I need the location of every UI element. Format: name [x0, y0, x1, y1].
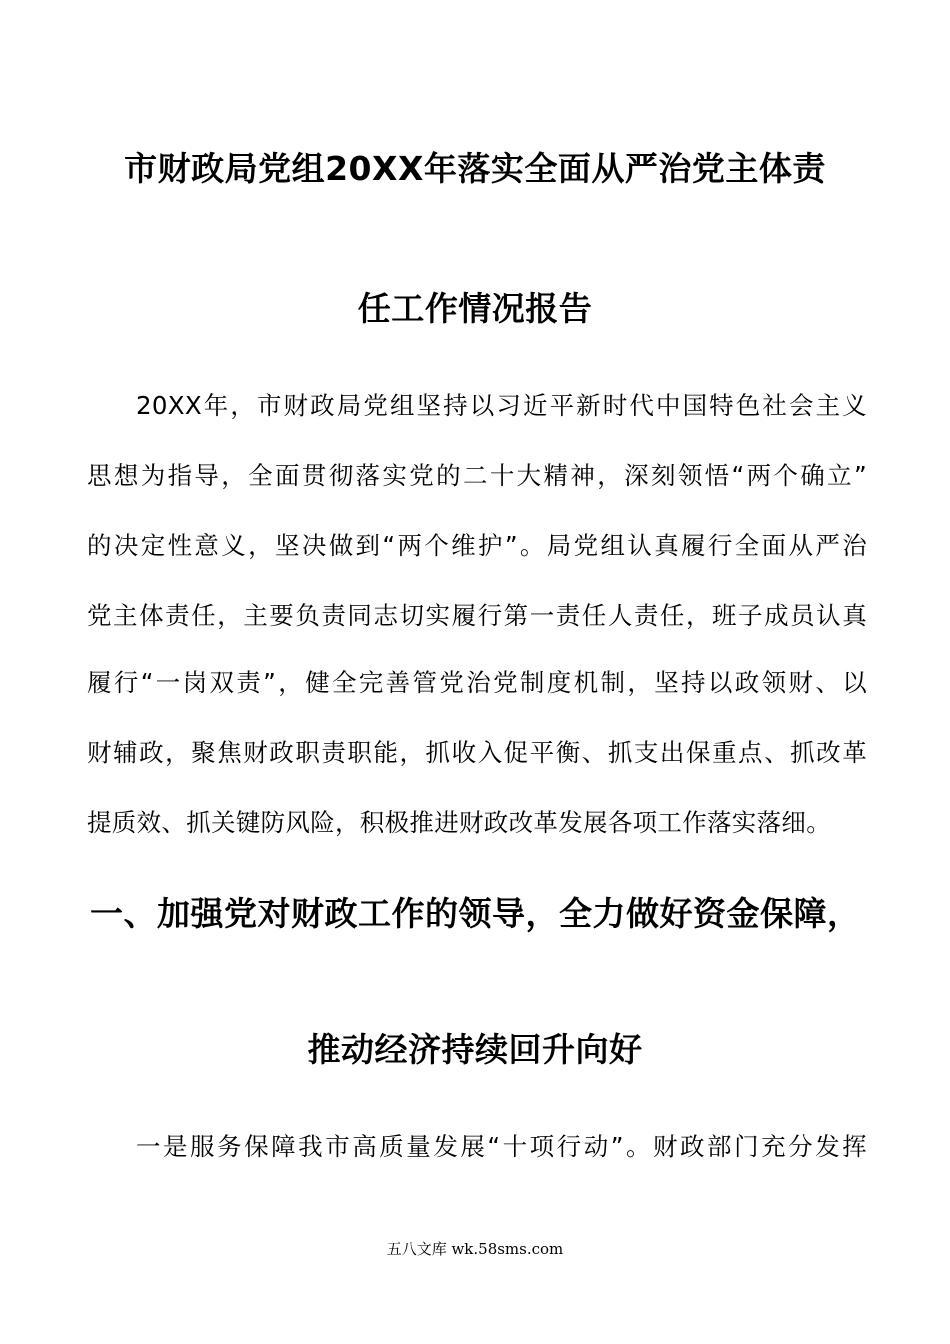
- intro-paragraph-line-3: 的决定性意义，坚决做到“两个维护”。局党组认真履行全面从严治: [87, 531, 867, 560]
- intro-paragraph-line-2: 思想为指导，全面贯彻落实党的二十大精神，深刻领悟“两个确立”: [87, 461, 867, 490]
- section-1-paragraph-line-1: 一是服务保障我市高质量发展“十项行动”。财政部门充分发挥: [136, 1132, 867, 1161]
- section-1-heading-line-2: 推动经济持续回升向好: [307, 1030, 643, 1069]
- intro-paragraph-line-4: 党主体责任，主要负责同志切实履行第一责任人责任，班子成员认真: [87, 601, 867, 630]
- intro-paragraph-line-1: 20XX年，市财政局党组坚持以习近平新时代中国特色社会主义: [136, 391, 867, 420]
- intro-paragraph-line-7: 提质效、抓关键防风险，积极推进财政改革发展各项工作落实落细。: [87, 808, 831, 837]
- page-footer: 五八文库 wk.58sms.com: [386, 1240, 564, 1258]
- section-1-heading-line-1: 一、加强党对财政工作的领导，全力做好资金保障，: [90, 894, 861, 933]
- intro-paragraph-line-6: 财辅政，聚焦财政职责职能，抓收入促平衡、抓支出保重点、抓改革: [87, 738, 867, 767]
- document-title-line-1: 市财政局党组20XX年落实全面从严治党主体责: [124, 149, 826, 188]
- intro-paragraph-line-5: 履行“一岗双责”，健全完善管党治党制度机制，坚持以政领财、以: [87, 668, 867, 697]
- document-title-line-2: 任工作情况报告: [357, 289, 593, 328]
